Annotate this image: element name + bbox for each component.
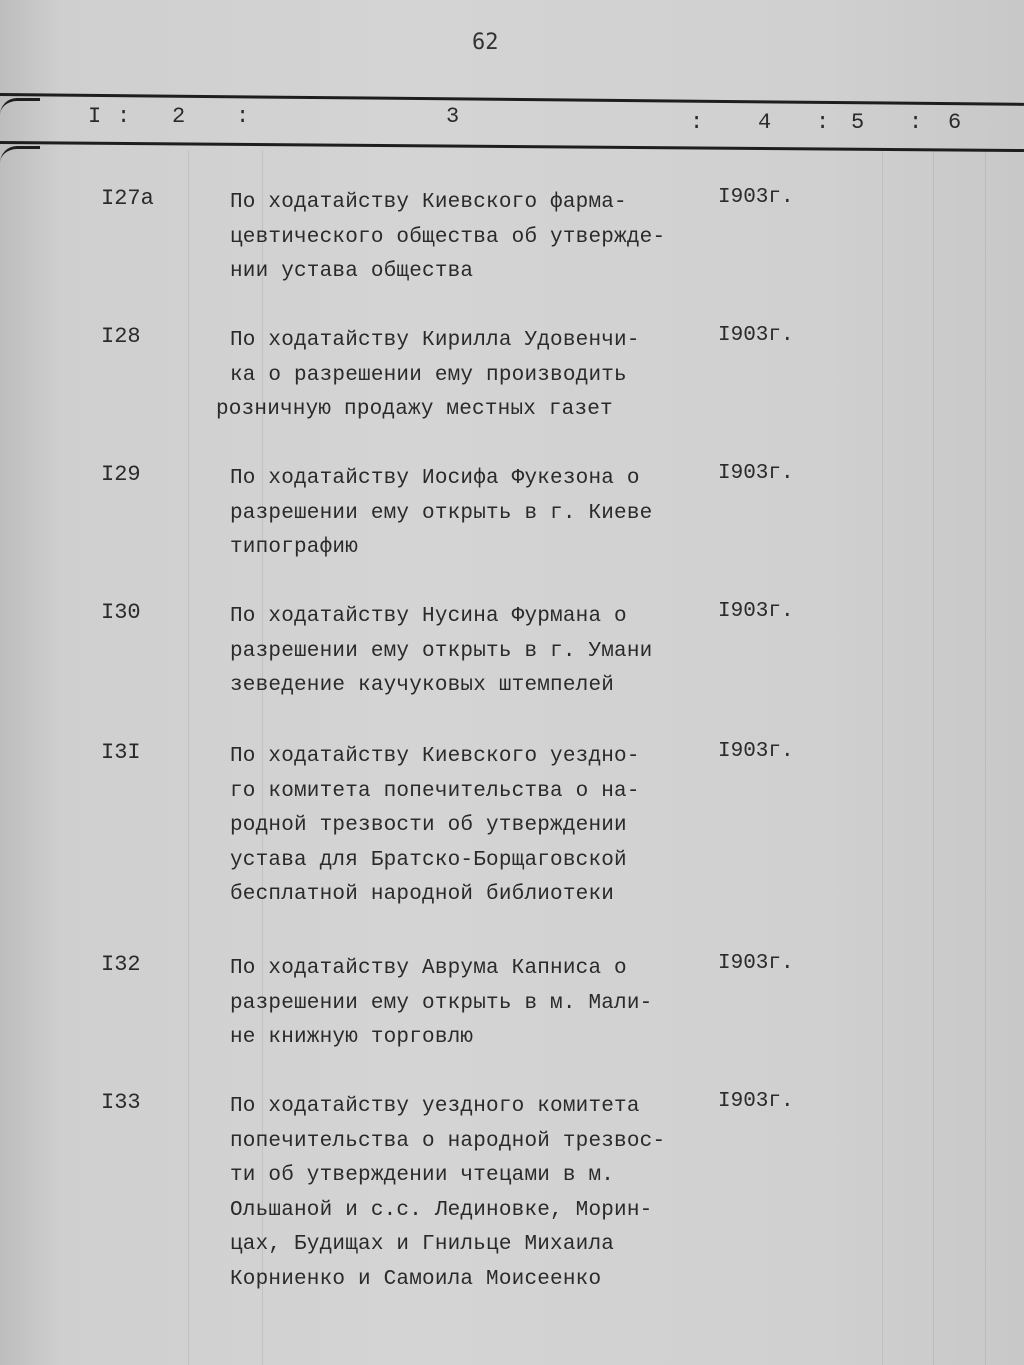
entry-description [230,462,652,566]
description-line: зеведение каучуковых штемпелей [230,674,615,697]
column-divider [933,150,934,1365]
entry-year: I903г. [718,1090,794,1113]
description-line: По ходатайству Аврума Капниса о [230,957,627,980]
description-line: попечительства о народной трезвос- [230,1129,666,1153]
description-line: родной трезвости об утверждении [230,814,627,837]
entry-year: I903г. [718,324,794,347]
entry-number: I30 [101,600,141,625]
description-line: цевтического общества об утвержде- [230,225,666,249]
header-rule-bottom [0,141,1024,152]
description-line: типографию [230,536,359,559]
description-line: разрешении ему открыть в м. Мали- [230,991,653,1015]
description-line: По ходатайству Киевского фарма- [230,191,627,214]
entry-number: I29 [101,462,141,487]
description-line: ти об утверждении чтецами в м. [230,1164,615,1187]
description-line: По ходатайству Нусина Фурмана о [230,605,627,628]
entry-number: I33 [101,1090,141,1115]
column-header: 4 [758,110,772,135]
entry-year: I903г. [718,186,794,209]
description-line: разрешении ему открыть в г. Киеве [230,501,653,525]
column-separator: : [909,110,923,135]
description-line: цах, Будищах и Гнильце Михаила [230,1233,615,1256]
entry-year: I903г. [718,740,794,763]
column-separator: : [236,104,250,129]
entry-number: I27a [101,186,154,211]
description-line: разрешении ему открыть в г. Умани [230,639,653,663]
description-line: По ходатайству Кирилла Удовенчи- [230,329,640,352]
entry-description [230,952,652,1056]
description-line: не книжную торговлю [230,1026,474,1049]
description-line: По ходатайству Киевского уездно- [230,745,640,768]
column-header-row [0,104,1024,140]
entry-description [230,600,652,704]
entry-year: I903г. [718,952,794,975]
entry-number: I3I [101,740,141,765]
description-line: устава для Братско-Борщаговской [230,848,627,872]
column-header: 3 [446,104,460,129]
column-divider [985,150,986,1365]
description-line: По ходатайству Иосифа Фукезона о [230,467,640,490]
column-separator: : [690,110,704,135]
column-header: 6 [948,110,962,135]
entry-number: I32 [101,952,141,977]
column-separator: : [117,104,131,129]
entry-year: I903г. [718,462,794,485]
description-line: Ольшаной и с.с. Лединовке, Морин- [230,1198,653,1222]
column-header: I [88,104,102,129]
column-header: 5 [851,110,865,135]
entry-description [230,1090,665,1297]
column-separator: : [816,110,830,135]
description-line: По ходатайству уездного комитета [230,1095,640,1118]
entry-year: I903г. [718,600,794,623]
entry-description [230,186,665,290]
description-line: ка о разрешении ему производить [230,363,627,387]
entry-description [216,324,640,428]
description-line: бесплатной народной библиотеки [230,883,615,906]
description-line: нии устава общества [230,260,474,283]
column-divider [882,150,883,1365]
description-line: розничную продажу местных газет [216,398,613,421]
description-line: Корниенко и Самоила Моисеенко [230,1267,602,1291]
description-line: го комитета попечительства о на- [230,779,640,803]
column-divider [188,150,189,1365]
entry-description [230,740,640,913]
entry-number: I28 [101,324,141,349]
page-number: 62 [472,30,499,55]
header-rule-curve [0,146,40,163]
column-header: 2 [172,104,186,129]
